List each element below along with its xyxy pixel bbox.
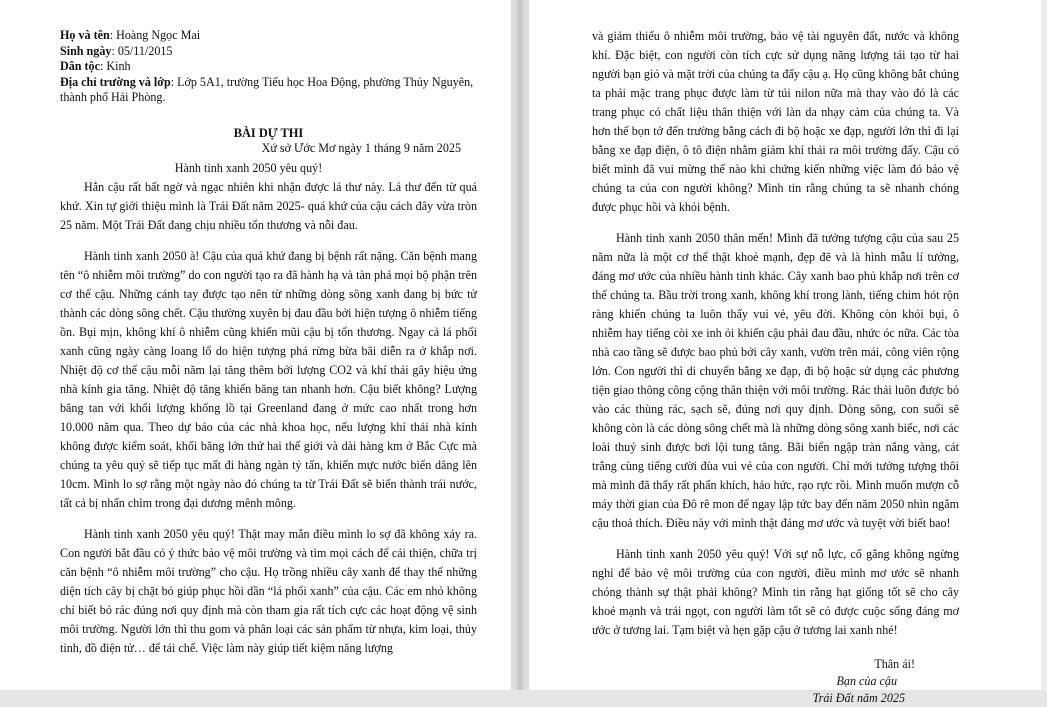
paragraph-left-1: Hẳn cậu rất bất ngờ và ngạc nhiên khi nhận được lá thư này. Lá thư đến từ quá khứ. Xin tự giới thiệu mình là Trái Đất năm 2025- quá khứ của cậu cách đây vừa tròn 25 năm. Một Trái Đất đang chịu nhiều tổn thương và nỗi đau. bbox=[60, 179, 477, 232]
closing-greeting: Thân ái! bbox=[874, 657, 915, 671]
paragraph-right-2: Hành tinh xanh 2050 thân mến! Mình đã tưởng tượng cậu của sau 25 năm nữa là một cơ thể thật khoẻ mạnh, đẹp đẽ và là hình mẫu lí tưởng, đáng mơ ước của nhiều hành tinh khác. Cây xanh bao phủ khắp nơi trên cơ thể chúng ta. Bầu trời trong xanh, không khí trong lành, tiếng chim hót rộn ràng khiến chúng ta luôn thấy vui vẻ, yêu đời. Không còn khói bụi, ô nhiễm hay tiếng còi xe inh ỏi khiến cậu phải đau đầu, nhức óc nữa. Các tòa nhà cao tầng sẽ được bao phủ bởi cây xanh, vườn trên mái, công viên rộng lớn. Con người thì di chuyển bằng xe đạp, đi bộ hoặc sử dụng các phương tiện giao thông công cộng thân thiện với môi trường. Rác thải luôn được bỏ vào các thùng rác, sạch sẽ, đúng nơi quy định. Dòng sông, con suối sẽ không còn là các dòng sông chết mà là những dòng sông xanh biếc, nơi các loài thuỷ sinh được bơi lội tung tăng. Bãi biển ngập tràn nắng vàng, cát trắng cùng tiếng cười đùa vui vẻ của con người. Chỉ mới tưởng tượng thôi mà mình đã thấy rất phấn khích, háo hức, rạo rực rồi. Mình muốn mượn cỗ máy thời gian của Đô rê mon để ngay lập tức bay đến năm 2050 nhìn ngắm cậu thoả thích. Điều này với mình thật đáng mơ ước và tuyệt vời biết bao! bbox=[592, 231, 959, 530]
closing-signature: Trái Đất năm 2025 bbox=[812, 691, 905, 705]
name-line bbox=[60, 28, 477, 44]
paragraph-right-3: Hành tinh xanh 2050 yêu quý! Với sự nỗ lực, cố gắng không ngừng nghỉ để bảo vệ môi trường của con người, điều mình mơ ước sẽ nhanh chóng thành sự thật phải không? Mình tin rằng hạt giống tốt sẽ cho cây khoẻ mạnh và trái ngọt, con người làm tốt sẽ có được cuộc sống đáng mơ ước ở tương lai. Tạm biệt và hẹn gặp cậu ở tương lai xanh nhé! bbox=[592, 547, 959, 637]
dob-label: Sinh ngày bbox=[60, 43, 112, 58]
ethnic-label: Dân tộc bbox=[60, 59, 100, 73]
document-title: BÀI DỰ THI bbox=[233, 125, 304, 140]
name-label: Họ và tên bbox=[60, 28, 110, 42]
document-page-right bbox=[529, 0, 1047, 705]
dob-value: : 05/11/2015 bbox=[111, 43, 173, 58]
closing-signoff: Bạn của cậu bbox=[836, 674, 897, 688]
dob-line bbox=[60, 44, 477, 60]
paragraph-right-1: và giảm thiểu ô nhiễm môi trường, bảo vệ tài nguyên đất, nước và không khí. Đặc biệt, con người còn tích cực sử dụng năng lượng tái tạo từ hai người bạn gió và mặt trời của chúng ta đấy cậu ạ. Họ cũng không bắt chúng ta phải mặc trang phục được làm từ túi nilon nữa mà thay vào đó là các trang phục có chất liệu thân thiện với làn da nhạy cảm của chúng ta. Và hơn thế bọn tớ đến trường bằng cách đi bộ hoặc xe đạp, người lớn thì đi lại bằng xe đạp điện, ô tô điện nhằm giảm khí thải ra môi trường đấy. Cậu có biết mình đã vui mừng thế nào khi chứng kiến những việc làm đó bảo vệ chúng ta của con người không? Mình tin rằng chúng ta sẽ nhanh chóng được phục hồi và khỏi bệnh. bbox=[592, 29, 959, 214]
ethnic-value: : Kinh bbox=[99, 59, 131, 73]
name-value: : Hoàng Ngọc Mai bbox=[109, 28, 201, 42]
paragraph-left-3: Hành tinh xanh 2050 yêu quý! Thật may mắn điều mình lo sợ đã không xảy ra. Con người bắt đầu có ý thức bảo vệ môi trường và tìm mọi cách để cải thiện, chữa trị căn bệnh “ô nhiễm môi trường” cho cậu. Họ trồng nhiều cây xanh để thay thế những diện tích cây bị chặt bỏ giúp phục hồi dần “lá phổi xanh” của cậu. Các em nhỏ không chỉ biết bỏ rác đúng nơi quy định mà còn tham gia rất tích cực các hoạt động vệ sinh môi trường. Người lớn thì thu gom và phân loại các sản phẩm từ nhựa, kim loại, thủy tinh, đồ điện tử… để tái chế. Việc làm này giúp tiết kiệm năng lượng bbox=[60, 526, 477, 655]
scrollbar[interactable] bbox=[1041, 0, 1047, 690]
greeting: Hành tinh xanh 2050 yêu quý! bbox=[174, 160, 323, 175]
ethnic-line bbox=[60, 59, 477, 75]
document-subtitle: Xứ sở Ước Mơ ngày 1 tháng 9 năm 2025 bbox=[261, 140, 461, 155]
page-gutter bbox=[511, 0, 529, 690]
document-page-left bbox=[0, 0, 511, 690]
address-label: Địa chỉ trường và lớp bbox=[60, 74, 171, 89]
address-line bbox=[60, 75, 477, 106]
address-value: : Lớp 5A1, trường Tiểu học Hoa Động, phường Thủy Nguyên, thành phố Hải Phòng. bbox=[60, 74, 474, 104]
paragraph-left-2: Hành tinh xanh 2050 à! Cậu của quá khứ đang bị bệnh rất nặng. Căn bệnh mang tên “ô nhiễm môi trường” do con người tạo ra đã hành hạ và tàn phá mọi bộ phận trên cơ thể cậu. Những cánh tay được tạo nên từ những dòng sông xanh đang bị bức tử thành các dòng sông chết. Cậu thường xuyên bị đau đầu bởi hiện tượng ô nhiễm tiếng ồn. Bụi mịn, không khí ô nhiễm cũng khiến mũi cậu bị tổn thương. Ngay cả lá phổi xanh cũng ngày càng loang lổ do hiện tượng phá rừng bừa bãi diễn ra ở khắp nơi. Nhiệt độ cơ thể cậu mỗi năm lại tăng thêm bởi lượng CO2 và khí thải gây hiệu ứng nhà kính gia tăng. Nhiệt độ tăng khiến băng tan nhanh hơn. Cậu biết không? Lượng băng tan với khối lượng khổng lồ tại Greenland đang ở mức cao nhất trong hơn 10.000 năm qua. Theo dự báo của các nhà khoa học, nếu lượng khí thải nhà kính không được kiểm soát, khối băng lớn thứ hai thế giới và dài hàng km ở Bắc Cực mà chúng ta yêu quý sẽ tiếp tục mất đi hàng ngàn tỷ tấn, khiến mực nước biển dâng lên 10cm. Mình lo sợ rằng một ngày nào đó chúng ta từ Trái Đất sẽ biến thành trái nước, tất cả bị nhấn chìm trong đại dương mênh mông. bbox=[60, 248, 477, 510]
